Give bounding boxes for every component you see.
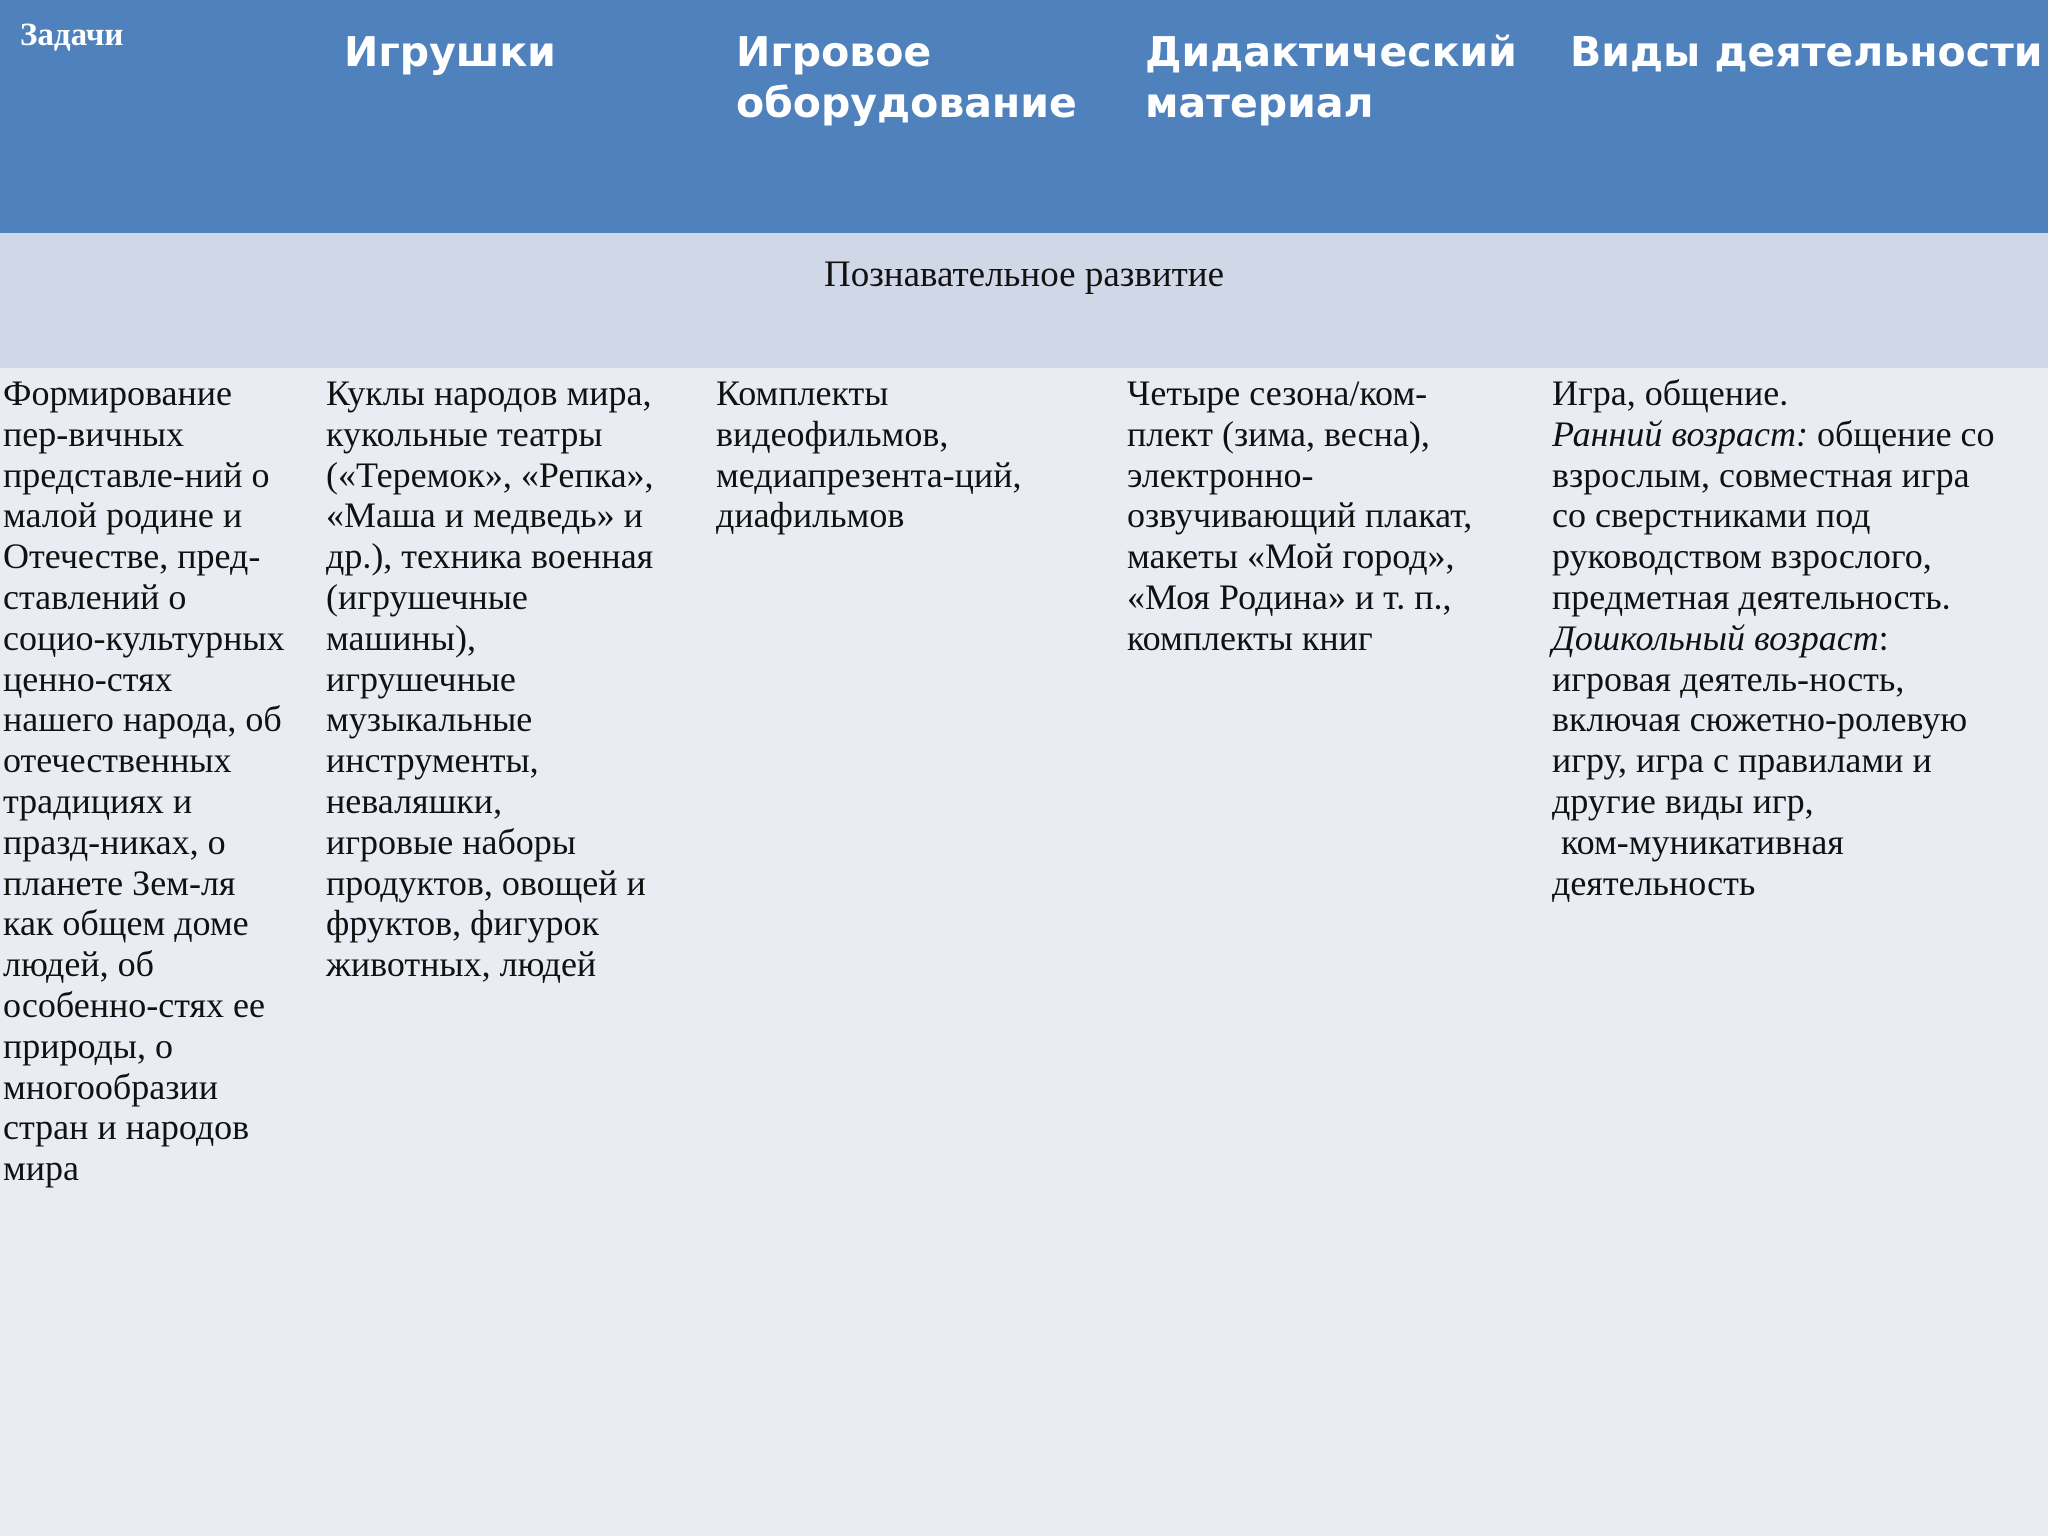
cell-line: кукольные театры — [326, 413, 603, 454]
cell-line: традициях и — [3, 780, 193, 821]
cell-line: озвучивающий плакат, — [1127, 495, 1473, 536]
table-header-row — [0, 0, 2048, 233]
cell-line: музыкальные — [326, 699, 533, 740]
cell-line: плект (зима, весна), — [1127, 413, 1430, 454]
header-didactic-line: Дидактический — [1145, 28, 1517, 76]
cell-line: пер-вичных — [3, 413, 185, 454]
cell-line: как общем доме — [3, 903, 249, 944]
cell-line: (игрушечные — [326, 576, 528, 617]
cell-line: электронно- — [1127, 454, 1314, 495]
cell-line: нашего народа, об — [3, 699, 282, 740]
header-equipment — [736, 27, 1077, 129]
cell-line: многообразии — [3, 1066, 218, 1107]
header-didactic-line: материал — [1145, 79, 1374, 127]
header-toys: Игрушки — [344, 28, 556, 76]
cell-line: со сверстниками под — [1552, 495, 1871, 536]
cell-line: игру, игра с правилами и — [1552, 740, 1932, 781]
cell-line: деятельность — [1552, 862, 1756, 903]
cell-line: ком-муникативная — [1552, 821, 1844, 862]
cell-line: представле-ний о — [3, 454, 270, 495]
cell-line: игровая деятель-ность, — [1552, 658, 1905, 699]
cell-line: малой родине и — [3, 495, 243, 536]
cell-line: неваляшки, — [326, 780, 503, 821]
cell-line: взрослым, совместная игра — [1552, 454, 1970, 495]
cell-line: ставлений о — [3, 576, 187, 617]
early-age-text: общение со — [1808, 413, 1995, 454]
cell-line: социо-культурных — [3, 617, 285, 658]
table-body-row — [0, 368, 2048, 1536]
cell-toys — [326, 373, 654, 985]
cell-line: ценно-стях — [3, 658, 173, 699]
cell-line: Четыре сезона/ком- — [1127, 373, 1428, 413]
cell-line: Отечестве, пред- — [3, 536, 261, 577]
cell-line: празд-никах, о — [3, 821, 226, 862]
cell-line: животных, людей — [326, 944, 597, 985]
cell-line: природы, о — [3, 1025, 173, 1066]
cell-line: медиапрезента-ций, — [716, 454, 1022, 495]
cell-line: «Моя Родина» и т. п., — [1127, 576, 1452, 617]
cell-line: макеты «Мой город», — [1127, 536, 1455, 577]
header-equipment-line: Игровое — [736, 28, 932, 76]
cell-line: другие виды игр, — [1552, 780, 1814, 821]
cell-line: отечественных — [3, 740, 232, 781]
preschool-age-label: Дошкольный возраст — [1552, 617, 1879, 658]
section-row — [0, 233, 2048, 368]
cell-line: др.), техника военная — [326, 536, 654, 577]
cell-line: игровые наборы — [326, 821, 576, 862]
header-equipment-line: оборудование — [736, 79, 1077, 127]
cell-line: видеофильмов, — [716, 413, 949, 454]
cell-line — [1552, 618, 1995, 659]
early-age-label: Ранний возраст: — [1552, 413, 1809, 454]
cell-equipment — [716, 373, 1021, 536]
cell-tasks — [3, 373, 285, 1189]
header-tasks: Задачи — [20, 17, 124, 53]
cell-line: Игра, общение. — [1552, 373, 1789, 413]
cell-line: руководством взрослого, — [1552, 536, 1932, 577]
cell-line: Куклы народов мира, — [326, 373, 652, 413]
cell-line: Комплекты — [716, 373, 889, 413]
cell-line: продуктов, овощей и — [326, 862, 646, 903]
cell-line: машины), — [326, 617, 476, 658]
cell-didactic — [1127, 373, 1472, 659]
cell-line: особенно-стях ее — [3, 984, 265, 1025]
cell-line: планете Зем-ля — [3, 862, 236, 903]
cell-line: («Теремок», «Репка», — [326, 454, 654, 495]
cell-line: мира — [3, 1148, 80, 1189]
cell-line: стран и народов — [3, 1107, 250, 1148]
cell-line: включая сюжетно-ролевую — [1552, 699, 1968, 740]
cell-line: комплекты книг — [1127, 617, 1373, 658]
cell-line: «Маша и медведь» и — [326, 495, 643, 536]
cell-line: игрушечные — [326, 658, 516, 699]
cell-line: предметная деятельность. — [1552, 576, 1951, 617]
cell-line: фруктов, фигурок — [326, 903, 599, 944]
header-didactic — [1145, 27, 1517, 129]
header-activities: Виды деятельности — [1570, 28, 2043, 76]
cell-activities — [1552, 373, 1995, 903]
cell-line — [1552, 414, 1995, 455]
cell-line: инструменты, — [326, 740, 539, 781]
cell-line: Формирование — [3, 373, 232, 413]
cell-line: людей, об — [3, 944, 154, 985]
cell-line: диафильмов — [716, 495, 905, 536]
section-title: Познавательное развитие — [823, 254, 1225, 295]
preschool-age-text: : — [1878, 617, 1889, 658]
